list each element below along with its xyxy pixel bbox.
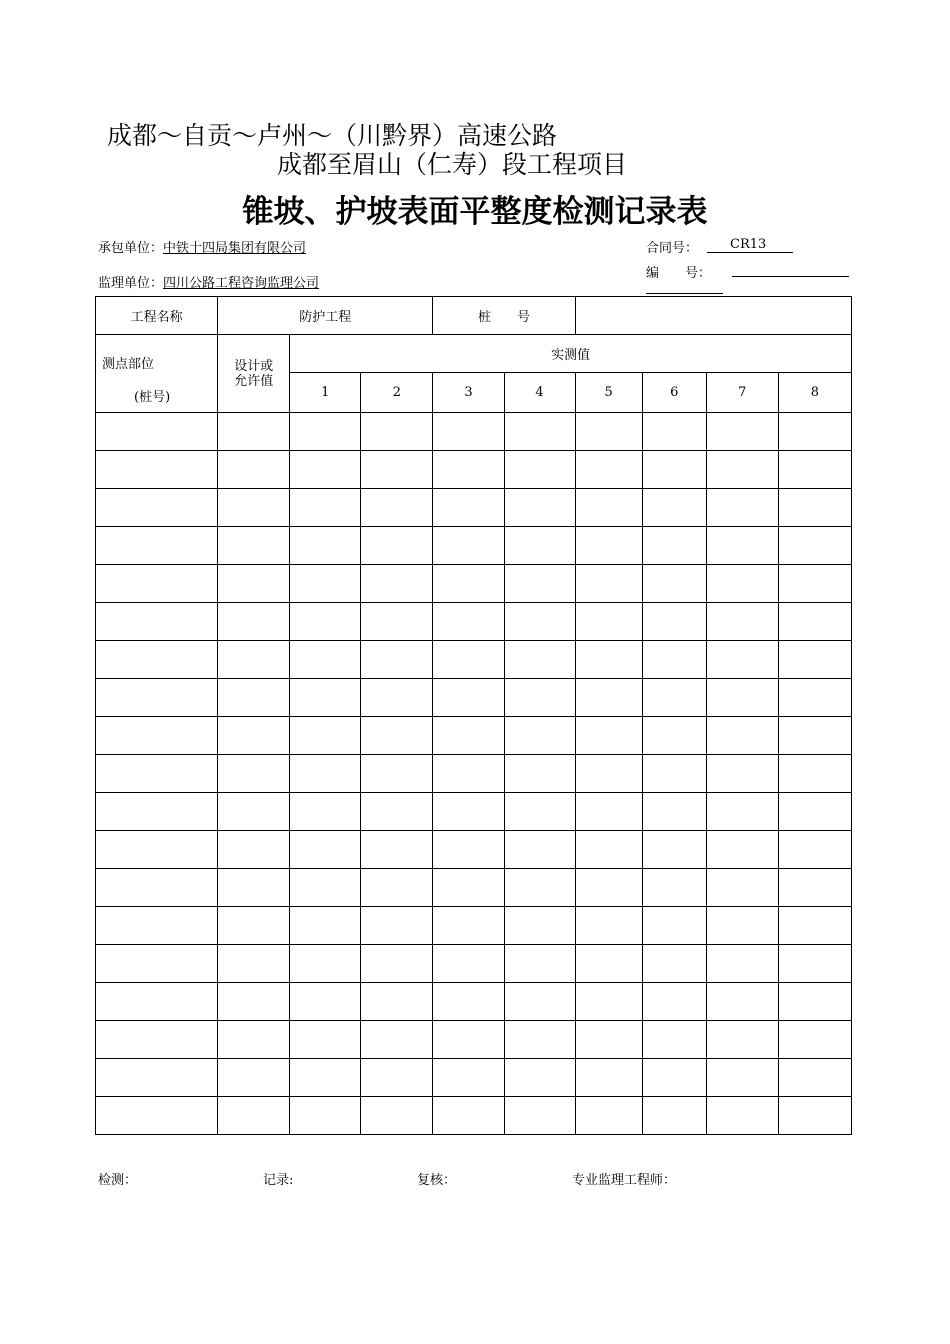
- table-cell[interactable]: [642, 641, 706, 679]
- col-header: 8: [778, 373, 851, 413]
- footer-engineer: 专业监理工程师：: [572, 1173, 677, 1188]
- table-cell[interactable]: [361, 1059, 433, 1097]
- col-header: 1: [290, 373, 361, 413]
- table-cell[interactable]: [361, 413, 433, 451]
- table-cell[interactable]: [504, 793, 575, 831]
- table-cell[interactable]: [361, 983, 433, 1021]
- supervisor-value: 四川公路工程咨询监理公司: [163, 276, 320, 291]
- table-cell[interactable]: [504, 527, 575, 565]
- table-cell[interactable]: [218, 565, 290, 603]
- table-cell[interactable]: [575, 451, 642, 489]
- table-cell[interactable]: [290, 603, 361, 641]
- table-cell[interactable]: [778, 565, 851, 603]
- table-cell[interactable]: [96, 717, 218, 755]
- table-cell[interactable]: [96, 755, 218, 793]
- table-cell[interactable]: [575, 413, 642, 451]
- table-cell[interactable]: [575, 641, 642, 679]
- table-cell[interactable]: [96, 1021, 218, 1059]
- table-cell[interactable]: [706, 907, 778, 945]
- table-cell[interactable]: [778, 451, 851, 489]
- col-header: 5: [575, 373, 642, 413]
- table-cell[interactable]: [706, 945, 778, 983]
- table-cell[interactable]: [706, 413, 778, 451]
- table-cell[interactable]: [361, 1021, 433, 1059]
- table-row: [96, 907, 852, 945]
- point-location-sublabel: (桩号): [134, 390, 171, 405]
- col-header: 2: [361, 373, 433, 413]
- contractor-label: 承包单位：: [98, 241, 164, 256]
- table-cell[interactable]: [361, 945, 433, 983]
- table-cell[interactable]: [361, 1097, 433, 1135]
- table-cell[interactable]: [642, 451, 706, 489]
- table-cell[interactable]: [433, 1059, 504, 1097]
- table-cell[interactable]: [778, 831, 851, 869]
- table-cell[interactable]: [575, 1097, 642, 1135]
- table-cell[interactable]: [575, 907, 642, 945]
- table-cell[interactable]: [778, 641, 851, 679]
- data-rows: [96, 413, 852, 1135]
- table-cell[interactable]: [575, 1021, 642, 1059]
- contract-no-underline: [707, 252, 793, 253]
- table-cell[interactable]: [642, 413, 706, 451]
- table-cell[interactable]: [361, 565, 433, 603]
- contract-no-label: 合同号：: [646, 241, 699, 256]
- footer-inspect: 检测：: [98, 1173, 138, 1188]
- table-cell[interactable]: [706, 983, 778, 1021]
- table-cell[interactable]: [642, 793, 706, 831]
- table-row: [96, 603, 852, 641]
- supervisor-label: 监理单位：: [98, 276, 164, 291]
- table-cell[interactable]: [433, 641, 504, 679]
- footer-record: 记录:: [263, 1173, 294, 1188]
- table-cell[interactable]: [290, 1059, 361, 1097]
- table-cell[interactable]: [642, 527, 706, 565]
- table-cell[interactable]: [433, 565, 504, 603]
- table-cell[interactable]: [218, 451, 290, 489]
- table-row: [96, 1021, 852, 1059]
- table-cell[interactable]: [218, 907, 290, 945]
- table-cell[interactable]: [96, 565, 218, 603]
- table-cell[interactable]: [290, 527, 361, 565]
- table-cell[interactable]: [218, 831, 290, 869]
- table-cell[interactable]: [706, 869, 778, 907]
- table-cell[interactable]: [706, 451, 778, 489]
- table-cell[interactable]: [642, 983, 706, 1021]
- table-cell[interactable]: [218, 679, 290, 717]
- table-row: [96, 755, 852, 793]
- table-cell[interactable]: [218, 983, 290, 1021]
- project-name-label: 工程名称: [96, 297, 218, 335]
- table-cell[interactable]: [218, 1021, 290, 1059]
- table-cell[interactable]: [433, 527, 504, 565]
- table-cell[interactable]: [504, 603, 575, 641]
- table-cell[interactable]: [504, 565, 575, 603]
- table-cell[interactable]: [504, 451, 575, 489]
- table-cell[interactable]: [218, 755, 290, 793]
- table-row: [96, 831, 852, 869]
- table-row: [96, 1059, 852, 1097]
- supervisor-field: [98, 272, 319, 291]
- station-value: [575, 297, 851, 335]
- project-title-line1: 成都～自贡～卢州～（川黔界）高速公路: [107, 121, 558, 150]
- table-cell[interactable]: [706, 527, 778, 565]
- table-cell[interactable]: [96, 679, 218, 717]
- table-cell[interactable]: [96, 907, 218, 945]
- contractor-value: 中铁十四局集团有限公司: [163, 241, 307, 256]
- table-cell[interactable]: [778, 1021, 851, 1059]
- table-cell[interactable]: [218, 641, 290, 679]
- col-header: 7: [706, 373, 778, 413]
- table-cell[interactable]: [290, 489, 361, 527]
- table-cell[interactable]: [504, 755, 575, 793]
- table-cell[interactable]: [504, 869, 575, 907]
- table-cell[interactable]: [433, 869, 504, 907]
- table-cell[interactable]: [778, 489, 851, 527]
- table-cell[interactable]: [433, 1021, 504, 1059]
- table-cell[interactable]: [706, 1097, 778, 1135]
- table-cell[interactable]: [504, 945, 575, 983]
- contractor-field: [98, 237, 306, 256]
- table-cell[interactable]: [433, 793, 504, 831]
- table-cell[interactable]: [642, 1021, 706, 1059]
- table-cell[interactable]: [290, 1021, 361, 1059]
- table-cell[interactable]: [778, 983, 851, 1021]
- table-cell[interactable]: [433, 1097, 504, 1135]
- project-row: [96, 297, 852, 335]
- table-cell[interactable]: [504, 907, 575, 945]
- table-cell[interactable]: [778, 869, 851, 907]
- table-cell[interactable]: [218, 603, 290, 641]
- table-cell[interactable]: [433, 907, 504, 945]
- table-cell[interactable]: [706, 717, 778, 755]
- table-cell[interactable]: [361, 793, 433, 831]
- design-value-header: [218, 335, 290, 413]
- table-cell[interactable]: [218, 1097, 290, 1135]
- footer-review: 复核：: [417, 1173, 457, 1188]
- table-cell[interactable]: [96, 603, 218, 641]
- table-cell[interactable]: [433, 755, 504, 793]
- table-cell[interactable]: [642, 489, 706, 527]
- table-cell[interactable]: [575, 869, 642, 907]
- table-cell[interactable]: [778, 603, 851, 641]
- measured-values-header: 实测值: [290, 335, 852, 373]
- table-row: [96, 413, 852, 451]
- table-row: [96, 641, 852, 679]
- table-cell[interactable]: [218, 793, 290, 831]
- table-cell[interactable]: [575, 565, 642, 603]
- table-row: [96, 793, 852, 831]
- table-cell[interactable]: [575, 679, 642, 717]
- serial-no-underline: [732, 276, 849, 277]
- table-cell[interactable]: [433, 451, 504, 489]
- table-cell[interactable]: [642, 1097, 706, 1135]
- table-cell[interactable]: [642, 603, 706, 641]
- design-value-label-1: 设计或: [234, 358, 274, 374]
- table-cell[interactable]: [96, 527, 218, 565]
- table-row: [96, 717, 852, 755]
- contract-no-value: CR13: [730, 237, 767, 252]
- table-cell[interactable]: [290, 831, 361, 869]
- table-cell[interactable]: [361, 907, 433, 945]
- table-cell[interactable]: [504, 983, 575, 1021]
- table-cell[interactable]: [361, 603, 433, 641]
- table-cell[interactable]: [96, 983, 218, 1021]
- table-cell[interactable]: [290, 755, 361, 793]
- table-cell[interactable]: [361, 869, 433, 907]
- station-label: 桩 号: [433, 297, 575, 335]
- table-cell[interactable]: [778, 793, 851, 831]
- table-cell[interactable]: [218, 869, 290, 907]
- table-cell[interactable]: [290, 907, 361, 945]
- table-cell[interactable]: [778, 907, 851, 945]
- table-cell[interactable]: [96, 1097, 218, 1135]
- table-cell[interactable]: [433, 679, 504, 717]
- table-cell[interactable]: [290, 717, 361, 755]
- table-cell[interactable]: [642, 679, 706, 717]
- table-cell[interactable]: [575, 717, 642, 755]
- table-cell[interactable]: [96, 413, 218, 451]
- table-cell[interactable]: [706, 603, 778, 641]
- table-cell[interactable]: [642, 755, 706, 793]
- table-cell[interactable]: [433, 983, 504, 1021]
- table-cell[interactable]: [433, 717, 504, 755]
- table-cell[interactable]: [706, 565, 778, 603]
- table-cell[interactable]: [504, 679, 575, 717]
- table-cell[interactable]: [706, 755, 778, 793]
- table-cell[interactable]: [433, 489, 504, 527]
- table-cell[interactable]: [575, 945, 642, 983]
- table-cell[interactable]: [642, 831, 706, 869]
- table-cell[interactable]: [706, 489, 778, 527]
- table-cell[interactable]: [290, 869, 361, 907]
- table-cell[interactable]: [433, 413, 504, 451]
- table-row: [96, 945, 852, 983]
- table-cell[interactable]: [575, 1059, 642, 1097]
- table-cell[interactable]: [504, 1059, 575, 1097]
- table-cell[interactable]: [706, 641, 778, 679]
- table-cell[interactable]: [504, 1021, 575, 1059]
- col-header: 6: [642, 373, 706, 413]
- table-cell[interactable]: [218, 717, 290, 755]
- table-cell[interactable]: [290, 413, 361, 451]
- table-row: [96, 451, 852, 489]
- table-cell[interactable]: [96, 489, 218, 527]
- table-cell[interactable]: [96, 869, 218, 907]
- table-cell[interactable]: [433, 831, 504, 869]
- table-cell[interactable]: [290, 945, 361, 983]
- table-cell[interactable]: [96, 831, 218, 869]
- table-cell[interactable]: [642, 945, 706, 983]
- table-cell[interactable]: [575, 603, 642, 641]
- table-cell[interactable]: [96, 641, 218, 679]
- col-header: 3: [433, 373, 504, 413]
- table-cell[interactable]: [504, 641, 575, 679]
- table-cell[interactable]: [706, 793, 778, 831]
- table-cell[interactable]: [361, 831, 433, 869]
- table-cell[interactable]: [96, 451, 218, 489]
- table-cell[interactable]: [575, 489, 642, 527]
- table-cell[interactable]: [504, 413, 575, 451]
- table-row: [96, 679, 852, 717]
- table-row: [96, 527, 852, 565]
- table-cell[interactable]: [361, 717, 433, 755]
- table-cell[interactable]: [290, 565, 361, 603]
- table-cell[interactable]: [290, 793, 361, 831]
- table-cell[interactable]: [96, 945, 218, 983]
- header-row-1: [96, 335, 852, 373]
- table-cell[interactable]: [706, 679, 778, 717]
- table-cell[interactable]: [706, 831, 778, 869]
- table-cell[interactable]: [575, 755, 642, 793]
- table-cell[interactable]: [778, 413, 851, 451]
- table-cell[interactable]: [504, 831, 575, 869]
- table-cell[interactable]: [642, 869, 706, 907]
- table-cell[interactable]: [504, 717, 575, 755]
- table-cell[interactable]: [778, 1059, 851, 1097]
- serial-no-label: 编 号：: [646, 266, 712, 281]
- table-cell[interactable]: [361, 527, 433, 565]
- table-row: [96, 565, 852, 603]
- table-cell[interactable]: [433, 603, 504, 641]
- table-cell[interactable]: [96, 1059, 218, 1097]
- table-cell[interactable]: [778, 945, 851, 983]
- table-cell[interactable]: [504, 489, 575, 527]
- table-cell[interactable]: [642, 907, 706, 945]
- table-cell[interactable]: [96, 793, 218, 831]
- table-cell[interactable]: [361, 755, 433, 793]
- table-cell[interactable]: [361, 641, 433, 679]
- table-cell[interactable]: [778, 755, 851, 793]
- table-cell[interactable]: [778, 717, 851, 755]
- table-row: [96, 489, 852, 527]
- table-cell[interactable]: [575, 831, 642, 869]
- table-cell[interactable]: [218, 527, 290, 565]
- table-row: [96, 1097, 852, 1135]
- inspection-table: [95, 296, 852, 1135]
- table-cell[interactable]: [290, 679, 361, 717]
- table-cell[interactable]: [218, 1059, 290, 1097]
- design-value-label-2: 允许值: [234, 373, 274, 389]
- table-cell[interactable]: [290, 641, 361, 679]
- table-cell[interactable]: [706, 1021, 778, 1059]
- table-cell[interactable]: [778, 1097, 851, 1135]
- table-cell[interactable]: [575, 793, 642, 831]
- table-cell[interactable]: [575, 527, 642, 565]
- table-cell[interactable]: [706, 1059, 778, 1097]
- table-cell[interactable]: [778, 679, 851, 717]
- table-cell[interactable]: [778, 527, 851, 565]
- serial-no-underline-2: [646, 293, 723, 294]
- table-row: [96, 869, 852, 907]
- table-cell[interactable]: [433, 945, 504, 983]
- table-cell[interactable]: [290, 983, 361, 1021]
- table-row: [96, 983, 852, 1021]
- table-cell[interactable]: [642, 565, 706, 603]
- table-cell[interactable]: [642, 717, 706, 755]
- table-cell[interactable]: [290, 1097, 361, 1135]
- table-cell[interactable]: [218, 945, 290, 983]
- table-cell[interactable]: [504, 1097, 575, 1135]
- table-cell[interactable]: [642, 1059, 706, 1097]
- table-cell[interactable]: [218, 413, 290, 451]
- table-cell[interactable]: [218, 489, 290, 527]
- table-cell[interactable]: [290, 451, 361, 489]
- col-header: 4: [504, 373, 575, 413]
- table-cell[interactable]: [361, 451, 433, 489]
- form-title: 锥坡、护坡表面平整度检测记录表: [242, 194, 708, 230]
- table-cell[interactable]: [361, 489, 433, 527]
- project-name-value: 防护工程: [218, 297, 433, 335]
- point-location-header: [96, 335, 218, 413]
- table-cell[interactable]: [575, 983, 642, 1021]
- table-cell[interactable]: [361, 679, 433, 717]
- point-location-label: 测点部位: [102, 357, 155, 372]
- project-title-line2: 成都至眉山（仁寿）段工程项目: [277, 150, 628, 179]
